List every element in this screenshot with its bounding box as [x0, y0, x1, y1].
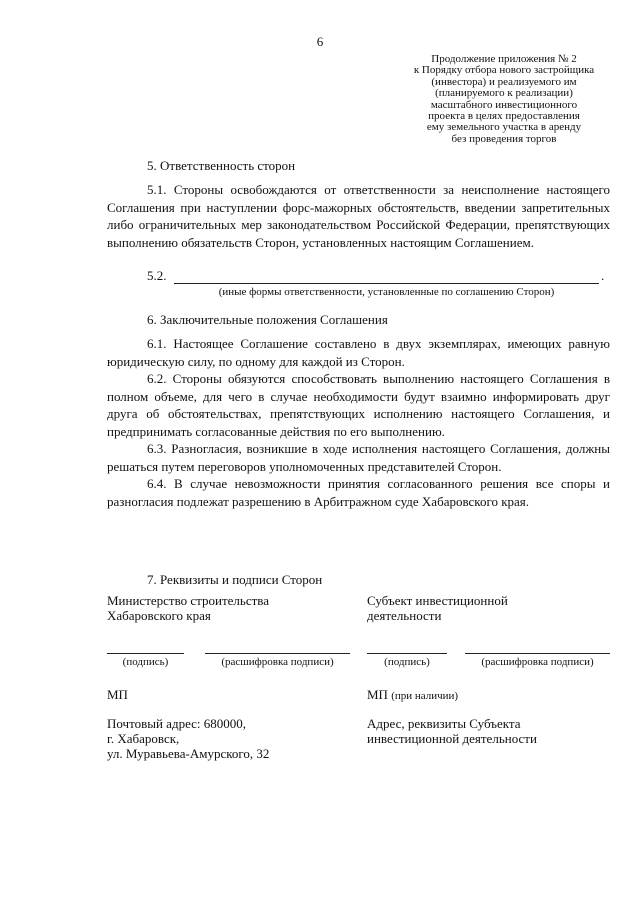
paragraph-6-1: 6.1. Настоящее Соглашение составлено в двух экземплярах, имеющих равную юридическую силу, по одному для каждой из Сторон.	[107, 336, 610, 369]
party-line: деятельности	[367, 608, 442, 623]
appendix-line: (планируемого к реализации)	[435, 87, 573, 100]
clause-5-2-blank-line	[174, 283, 599, 284]
right-signature-line	[367, 653, 447, 654]
left-party-name	[107, 593, 269, 623]
clause-5-2-caption: (иные формы ответственности, установленные по соглашению Сторон)	[218, 286, 555, 298]
left-signature-line	[107, 653, 184, 654]
left-decode-caption: (расшифровка подписи)	[221, 656, 334, 668]
left-address	[107, 716, 269, 761]
section-5-paragraph-1	[107, 181, 610, 251]
paragraph-6-2: 6.2. Стороны обязуются способствовать выполнению настоящего Соглашения в полном объеме, для чего в случае необходимости будут взаимно информировать друг друга об обстоятельствах, препятствующих исполнению настоящего Соглашения, и предпринимать согласованные действия по его выполнению.	[107, 371, 610, 439]
paragraph-6-3: 6.3. Разногласия, возникшие в ходе исполнения настоящего Соглашения, должны решаться путем переговоров уполномоченных представителей Сторон.	[107, 441, 610, 474]
appendix-line: Продолжение приложения № 2	[431, 53, 577, 65]
section-7-title: 7. Реквизиты и подписи Сторон	[147, 572, 323, 587]
page-number: 6	[316, 34, 324, 49]
right-decode-caption: (расшифровка подписи)	[481, 656, 594, 668]
right-stamp-note: (при наличии)	[391, 690, 459, 702]
appendix-line: ему земельного участка в аренду	[426, 121, 582, 134]
party-line: Министерство строительства	[107, 593, 270, 608]
appendix-line: (инвестора) и реализуемого им	[431, 75, 577, 88]
address-line: инвестиционной деятельности	[367, 731, 537, 746]
left-sign-caption: (подпись)	[122, 656, 169, 668]
paragraph-6-4: 6.4. В случае невозможности принятия согласованного решения все споры и разногласия подлежат разрешению в Арбитражном суде Хабаровского края.	[107, 476, 610, 509]
appendix-line: без проведения торгов	[451, 132, 557, 145]
appendix-header	[390, 54, 618, 145]
paragraph-text: 5.1. Стороны освобождаются от ответственности за неисполнение настоящего Соглашения при наступлении форс-мажорных обстоятельств, введении запретительных либо ограничительных мер законодательством Российской Федерации, препятствующих выполнению обязательств Сторон, установленных настоящим Соглашением.	[107, 182, 610, 250]
appendix-line: к Порядку отбора нового застройщика	[413, 64, 595, 77]
right-stamp	[367, 687, 458, 704]
section-5-title: 5. Ответственность сторон	[147, 158, 296, 173]
appendix-line: проекта в целях предоставления	[428, 110, 580, 123]
party-line: Хабаровского края	[107, 608, 211, 623]
address-line: ул. Муравьева-Амурского, 32	[107, 746, 270, 761]
appendix-line: масштабного инвестиционного	[430, 98, 578, 111]
right-stamp-label: МП	[367, 687, 388, 702]
address-line: г. Хабаровск,	[107, 731, 180, 746]
clause-5-2-label: 5.2.	[147, 268, 167, 283]
left-decode-line	[205, 653, 350, 654]
right-sign-caption: (подпись)	[384, 656, 430, 668]
right-decode-line	[465, 653, 610, 654]
clause-5-2-period: .	[601, 268, 605, 283]
address-line: Почтовый адрес: 680000,	[107, 716, 247, 731]
section-6-paragraphs	[107, 335, 610, 510]
left-stamp-label: МП	[107, 687, 128, 702]
section-6-title: 6. Заключительные положения Соглашения	[147, 312, 388, 327]
right-address	[367, 716, 537, 746]
party-line: Субъект инвестиционной	[367, 593, 508, 608]
right-party-name	[367, 593, 508, 623]
address-line: Адрес, реквизиты Субъекта	[367, 716, 521, 731]
